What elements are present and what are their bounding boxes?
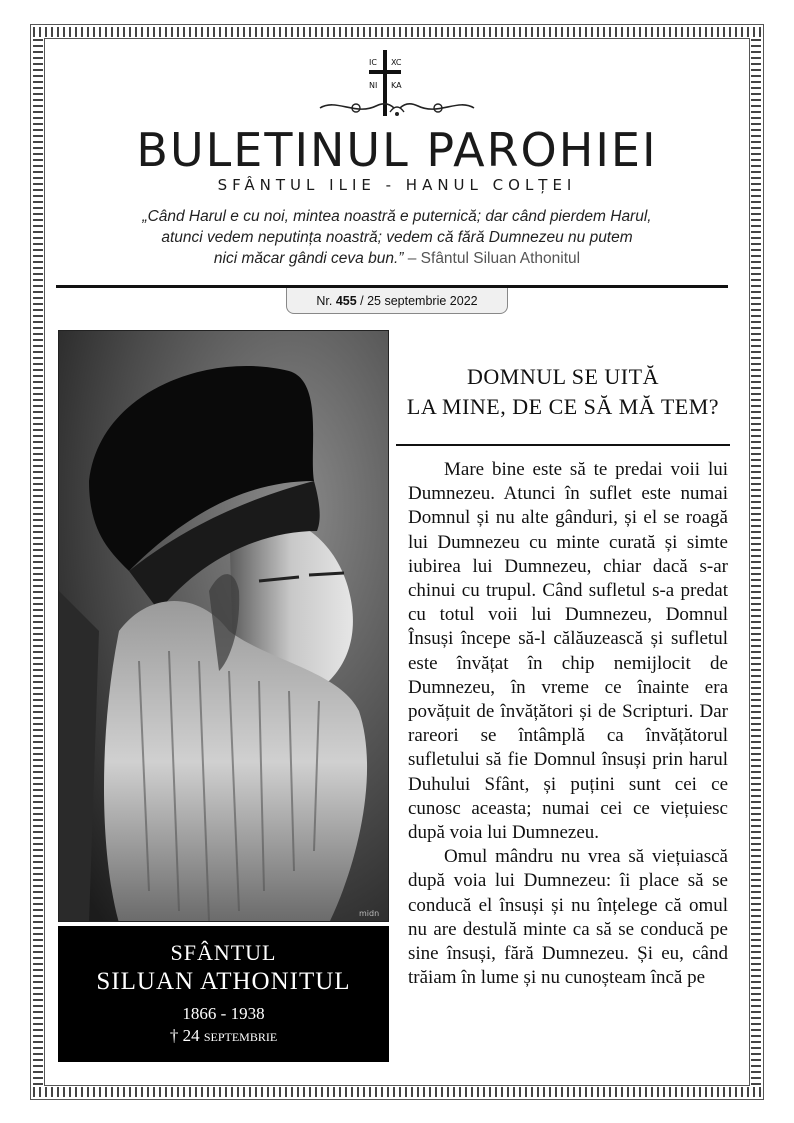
motto-line-2: atunci vedem neputința noastră; vedem că fără Dumnezeu nu putem xyxy=(161,229,633,246)
article-title xyxy=(396,362,730,422)
masthead-title: BULETINUL PAROHIEI xyxy=(136,123,658,177)
caption-years: 1866 - 1938 xyxy=(182,1004,265,1023)
cross-letters-ni: NI xyxy=(369,81,378,90)
issue-prefix: Nr. xyxy=(316,294,336,308)
article-paragraph: Mare bine este să te predai voii lui Dumnezeu. Atunci în suflet este numai Domnul și nu alte gânduri, și el se roagă lui Dumnezeu cu minte curată și simte iubirea lui Dumnezeu, chiar dacă s-ar chinui cu trupul. Când sufletul s-a predat cu totul voii lui Dumnezeu, Domnul Însuși începe să-l călăuzească și sufletul este învățat în chip nemijlocit de Dumnezeu, în vreme ce înainte era povățuit de învățători și de Scripturi. Dar rareori se întâmplă ca învățătorul sufletului să fie Domnul însuși prin harul Duhului Sfânt, și puțini sunt cei ce cunosc aceasta; numai cei ce viețuiesc după voia lui Dumnezeu. xyxy=(408,459,728,844)
photo-credit: midn xyxy=(359,909,380,918)
article-paragraph: Omul mândru nu vrea să viețuiască după voia lui Dumnezeu: îi place să se conducă el însuși și nu înțelege că omul nu are destulă minte ca să se conducă pe sine însuși, fără Dumnezeu. Și eu, când trăiam în lume și nu cunoșteam încă pe xyxy=(408,846,728,989)
issue-badge xyxy=(286,288,508,314)
motto-author: – Sfântul Siluan Athonitul xyxy=(403,250,581,267)
issue-date: / 25 septembrie 2022 xyxy=(356,294,478,308)
cross-letters-ka: KA xyxy=(391,81,402,90)
flourish-ornament-icon xyxy=(316,94,478,120)
motto-line-3: nici măcar gândi ceva bun.” xyxy=(213,250,404,267)
saint-portrait-photo xyxy=(58,330,389,922)
caption-feast-day: † 24 septembrie xyxy=(169,1026,278,1045)
caption-title-line2: SILUAN ATHONITUL xyxy=(96,968,351,995)
cross-letters-ic: IC xyxy=(369,58,377,67)
article-body xyxy=(408,458,728,990)
masthead-subtitle: SFÂNTUL ILIE - HANUL COLȚEI xyxy=(217,176,577,194)
motto-line-1: „Când Harul e cu noi, mintea noastră e puternică; dar când pierdem Harul, xyxy=(142,208,652,225)
article-divider xyxy=(396,444,730,446)
issue-number: 455 xyxy=(335,294,357,308)
cross-letters-xc: XC xyxy=(391,58,402,67)
portrait-caption xyxy=(58,926,389,1062)
caption-title-line1: SFÂNTUL xyxy=(170,940,277,965)
article-title-line1: DOMNUL SE UITĂ xyxy=(467,364,659,389)
article-title-line2: LA MINE, DE CE SĂ MĂ TEM? xyxy=(406,394,720,419)
motto-quote xyxy=(80,206,714,269)
